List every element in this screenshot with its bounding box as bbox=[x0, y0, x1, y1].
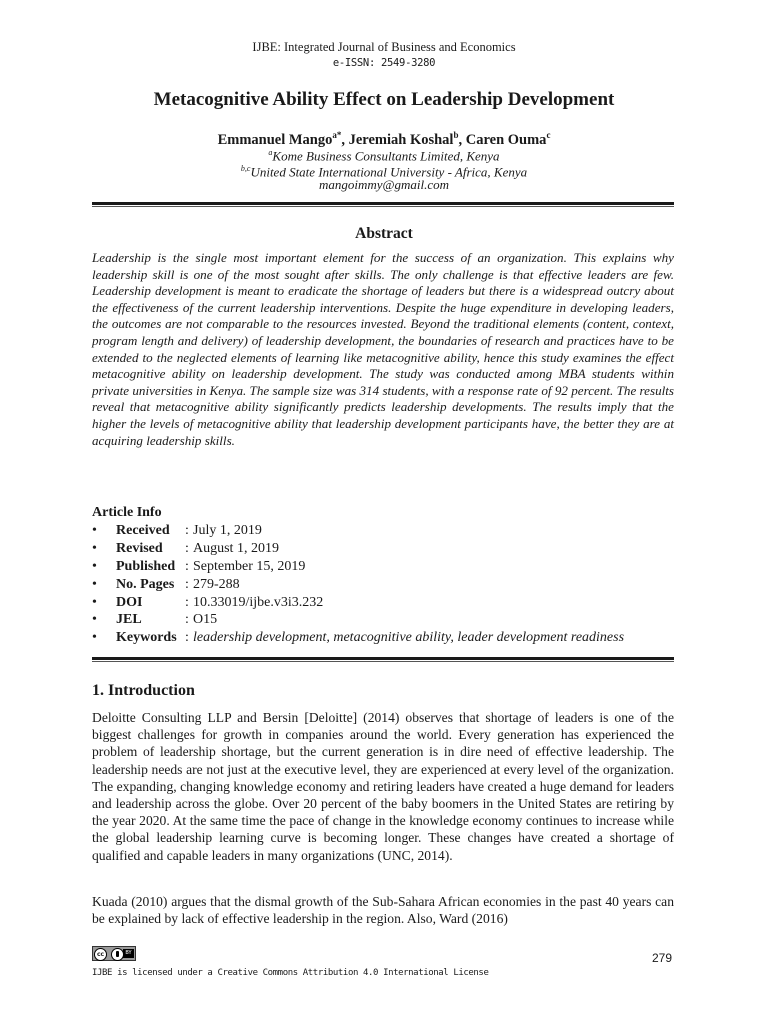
article-info-item bbox=[92, 576, 692, 594]
info-value: September 15, 2019 bbox=[193, 558, 306, 574]
body-paragraph: Kuada (2010) argues that the dismal growth of the Sub-Sahara African economies in the past 40 years can be explained by lack of effective leadership in the region. Also, Ward (2016) bbox=[92, 894, 674, 927]
article-info-item bbox=[92, 594, 692, 612]
info-label: DOI bbox=[116, 594, 143, 610]
info-label: Published bbox=[116, 558, 176, 574]
cc-circle-icon: cc bbox=[94, 948, 107, 961]
abstract-heading: Abstract bbox=[355, 225, 413, 242]
info-value: 279-288 bbox=[193, 576, 240, 592]
bullet: • bbox=[92, 630, 97, 646]
info-label: Received bbox=[116, 523, 170, 538]
bullet: • bbox=[92, 594, 97, 610]
info-separator: : bbox=[185, 630, 189, 646]
doi-value: 10.33019/ijbe.v3i3.232 bbox=[193, 594, 324, 610]
author-email: mangoimmy@gmail.com bbox=[318, 177, 450, 192]
bullet: • bbox=[92, 612, 97, 628]
info-value: August 1, 2019 bbox=[193, 540, 279, 556]
article-info-item bbox=[92, 540, 692, 558]
affiliation-text: United State International University - Africa, Kenya bbox=[250, 164, 528, 180]
page-number: 279 bbox=[652, 951, 673, 965]
author-affiliation-marker: c bbox=[546, 130, 551, 140]
article-info-divider bbox=[92, 657, 674, 660]
paper-title: Metacognitive Ability Effect on Leadership Development bbox=[153, 89, 615, 110]
info-label: Revised bbox=[116, 540, 163, 556]
affiliation-marker: a bbox=[268, 148, 273, 157]
info-value: O15 bbox=[193, 612, 218, 628]
author-affiliation-marker: a* bbox=[332, 130, 342, 140]
abstract-text: Leadership is the single most important element for the success of an organization. This explains why leadership skill is one of the most sought after skills. The only challenge is that effective leaders are few. Leadership development is meant to eradicate the shortage of leaders but there is a widespread outcry about the effectiveness of the current leadership interventions. Despite the huge expenditure in developing leaders, the outcomes are not comparable to the resources invested. Beyond the traditional elements (content, context, program length and delivery) of leadership development, the boundaries of research and practices have to be extended to the neglected elements of learning like metacognitive ability, hence this study examines the effect metacognitive ability on leadership development. The study was conducted among MBA students within private universities in Kenya. The sample size was 314 students, with a response rate of 92 percent. The results reveal that metacognitive ability significantly predicts leadership developments. The results imply that the higher the levels of metacognitive ability that leadership development participants have, the better they are at acquiring leadership skills. bbox=[92, 250, 674, 448]
info-separator: : bbox=[185, 576, 189, 592]
author-name: Emmanuel Mango bbox=[217, 131, 333, 148]
keywords-value: leadership development, metacognitive ability, leader development readiness bbox=[193, 630, 625, 646]
section-heading: 1. Introduction bbox=[92, 682, 195, 699]
bullet: • bbox=[92, 523, 97, 538]
author-separator: , bbox=[458, 131, 466, 148]
info-separator: : bbox=[185, 523, 189, 538]
info-label: No. Pages bbox=[116, 576, 175, 592]
bullet: • bbox=[92, 540, 97, 556]
creative-commons-icon[interactable] bbox=[92, 946, 136, 961]
author-name: Caren Ouma bbox=[465, 131, 547, 148]
author-affiliation-marker: b bbox=[453, 130, 459, 140]
body-paragraph: Deloitte Consulting LLP and Bersin [Deloitte] (2014) observes that shortage of leaders is one of the biggest challenges for growth in companies around the world. Every generation has experienced the problem of leadership shortage, but the current generation is in dire need of effective leadership. The leadership needs are not just at the executive level, they are experienced at every level of the organization. The expanding, changing knowledge economy and retiring leaders have created a huge demand for leaders and leadership across the globe. Over 20 percent of the baby boomers in the United States are retiring by the year 2020. At the same time the pace of change in the knowledge economy continues to increase while the global leadership learning curve is becoming longer. These changes have created a shortage of qualified and capable leaders in many organizations (UNC, 2014). bbox=[92, 710, 674, 863]
bullet: • bbox=[92, 558, 97, 574]
article-info-item bbox=[92, 629, 692, 647]
article-info-item bbox=[92, 611, 692, 629]
author-separator: , bbox=[341, 131, 349, 148]
info-label: Keywords bbox=[116, 630, 177, 646]
license-text: IJBE is licensed under a Creative Commons Attribution 4.0 International License bbox=[92, 968, 489, 978]
info-separator: : bbox=[185, 594, 189, 610]
bullet: • bbox=[92, 576, 97, 592]
article-info-item bbox=[92, 558, 692, 576]
header-divider-thin bbox=[92, 206, 674, 207]
header-divider bbox=[92, 202, 674, 205]
journal-name: IJBE: Integrated Journal of Business and Economics bbox=[252, 40, 516, 54]
affiliation-text: Kome Business Consultants Limited, Kenya bbox=[272, 148, 500, 164]
by-label-icon: BY bbox=[123, 949, 134, 958]
article-info-divider-thin bbox=[92, 661, 674, 662]
author-name: Jeremiah Koshal bbox=[348, 131, 454, 148]
info-label: JEL bbox=[116, 612, 142, 628]
info-separator: : bbox=[185, 612, 189, 628]
info-separator: : bbox=[185, 558, 189, 574]
journal-issn: e-ISSN: 2549-3280 bbox=[332, 57, 436, 69]
affiliation-marker: b,c bbox=[240, 164, 251, 173]
article-info-item bbox=[92, 522, 692, 540]
info-separator: : bbox=[185, 540, 189, 556]
article-info-list bbox=[92, 522, 692, 647]
info-value: July 1, 2019 bbox=[193, 523, 262, 538]
article-info-heading: Article Info bbox=[92, 505, 162, 520]
